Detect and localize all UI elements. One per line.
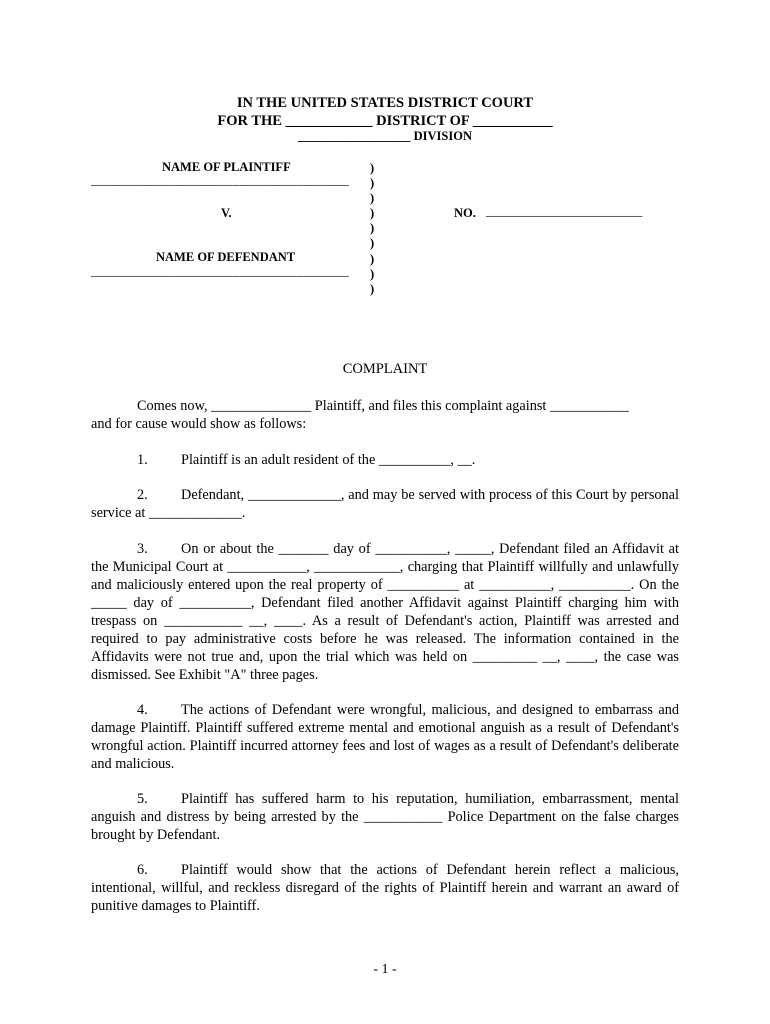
paren: ): [370, 176, 375, 191]
court-header-line1: IN THE UNITED STATES DISTRICT COURT: [236, 95, 534, 111]
paragraph-6: [91, 861, 679, 915]
paragraph-number: 1.: [137, 452, 148, 468]
paren: ): [370, 251, 375, 266]
plaintiff-label: NAME OF PLAINTIFF: [162, 160, 291, 174]
case-number-label: NO.: [454, 206, 476, 220]
page-number: - 1 -: [373, 962, 397, 977]
intro-text: Comes now, ______________ Plaintiff, and files this complaint against ___________: [137, 398, 629, 414]
paragraph-text: Plaintiff has suffered harm to his reputation, humiliation, embarrassment, mental anguish and distress by being arrested by the ___________ Police Department on the false charges brought by Defendant.: [91, 791, 679, 843]
paragraph-4: [91, 701, 679, 773]
division-line: __________________ DIVISION: [298, 129, 472, 143]
paren: ): [370, 281, 375, 296]
paragraph-text: The actions of Defendant were wrongful, malicious, and designed to embarrass and damage Plaintiff. Plaintiff suffered extreme mental and emotional anguish as a result of Defendant's wrongful action. Plaintiff incurred attorney fees and lost of wages as a result of Defendant's deliberate and malicious.: [91, 702, 679, 772]
paragraph-1: [91, 451, 679, 469]
court-header-line2: FOR THE ____________ DISTRICT OF ___________: [217, 113, 553, 129]
paragraph-text: Plaintiff is an adult resident of the __________, __.: [181, 452, 476, 468]
paren: ): [370, 161, 375, 175]
paragraph-number: 3.: [137, 541, 148, 557]
paren: ): [370, 221, 375, 236]
paren: ): [370, 206, 375, 221]
defendant-name-line: ________________________________________: [91, 264, 349, 278]
paragraph-text: Plaintiff would show that the actions of Defendant herein reflect a malicious, intentional, willful, and reckless disregard of the rights of Plaintiff herein and warrant an award of punitive damages to Plaintiff.: [91, 862, 679, 914]
paragraph-text: Defendant, _____________, and may be served with process of this Court by personal service at _____________.: [91, 487, 679, 521]
paragraph-number: 6.: [137, 862, 148, 878]
complaint-title: COMPLAINT: [342, 361, 428, 377]
intro-line1: [91, 397, 679, 415]
versus-label: V.: [221, 206, 232, 220]
caption-parentheses: [370, 161, 374, 297]
defendant-label: NAME OF DEFENDANT: [156, 250, 296, 264]
paren: ): [370, 266, 375, 281]
paragraph-number: 5.: [137, 791, 148, 807]
paragraph-5: [91, 790, 679, 844]
paragraph-text: On or about the _______ day of __________, _____, Defendant filed an Affidavit at the Municipal Court at ___________, ____________, charging that Plaintiff willfully and unlawfully and maliciously entered upon the real property of __________ at __________, __________. On the _____ day of __________, Defendant filed another Affidavit against Plaintiff charging him with trespass on ___________ __, ____. As a result of Defendant's action, Plaintiff was arrested and required to pay administrative costs before he was released. The information contained in the Affidavits were not true and, upon the trial which was held on _________ __, ____, the case was dismissed. See Exhibit "A" three pages.: [91, 541, 679, 683]
paren: ): [370, 236, 375, 251]
intro-line2: and for cause would show as follows:: [91, 416, 307, 432]
paragraph-3: [91, 540, 679, 684]
paragraph-2: [91, 486, 679, 522]
paragraph-number: 2.: [137, 487, 148, 503]
plaintiff-name-line: ________________________________________: [91, 173, 349, 187]
paragraph-number: 4.: [137, 702, 148, 718]
paren: ): [370, 191, 375, 206]
case-number-line: _________________________: [486, 204, 643, 218]
